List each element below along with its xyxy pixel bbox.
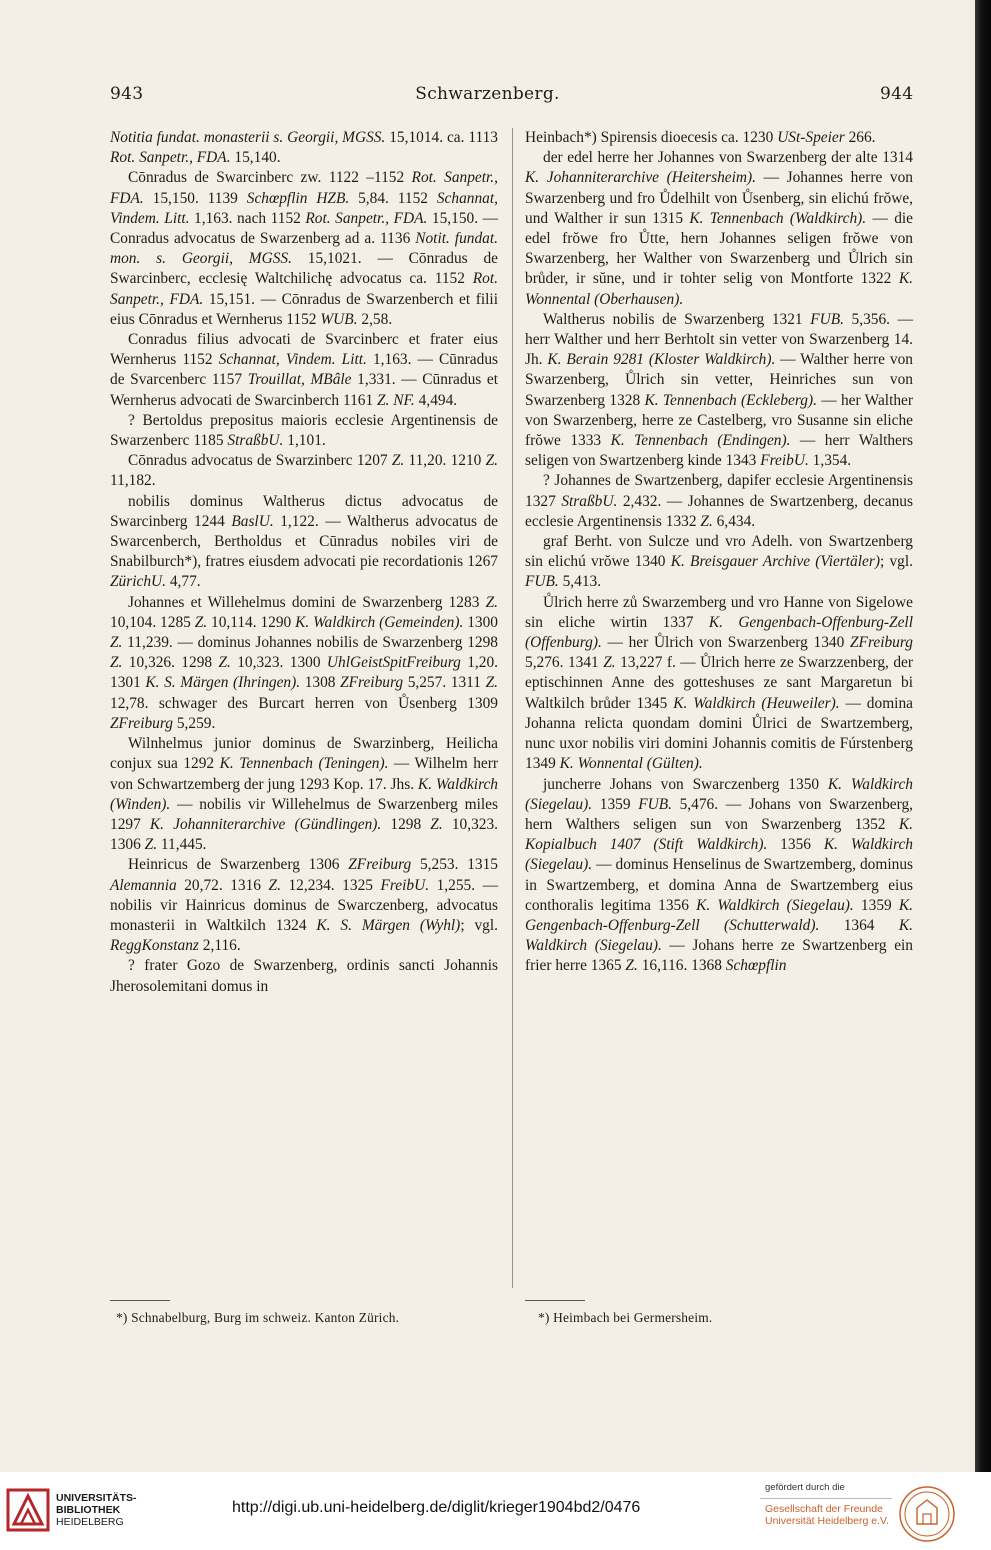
- digitization-footer: [0, 1472, 991, 1550]
- footnote-left: *) Schnabelburg, Burg im schweiz. Kanton Zürich.: [116, 1310, 400, 1325]
- society-name-line-1: Gesellschaft der Freunde: [765, 1503, 883, 1515]
- left-column-paragraph: ? frater Gozo de Swarzenberg, ordinis sancti Johannis Jherosolemitani domus in: [110, 957, 498, 995]
- left-column-paragraph: Wilnhelmus junior dominus de Swarzinberg, Heilicha conjux sua 1292 K. Tennenbach (Teningen). — Wilhelm herr von Schwartzemberg der jung 1293 Kop. 17. Jhs. K. Waldkirch (Winden). — nobilis vir Willehelmus de Swarzenberg miles 1297 K. Johanniterarchive (Gündlingen). 1298 Z. 10,323. 1306 Z. 11,445.: [110, 735, 499, 854]
- funded-by-divider: [760, 1498, 892, 1499]
- society-seal-logo-icon: [897, 1484, 957, 1544]
- page-number-left: 943: [110, 84, 144, 104]
- library-name-line-3: HEIDELBERG: [56, 1516, 124, 1528]
- university-library-name: [56, 1492, 137, 1528]
- left-column-paragraph: Cōnradus de Swarcinberc zw. 1122 –1152 Rot. Sanpetr., FDA. 15,150. 1139 Schœpflin HZB. 5,84. 1152 Schannat, Vindem. Litt. 1,163. nach 1152 Rot. Sanpetr., FDA. 15,150. — Conradus advocatus de Swarzenberg ad a. 1136 Notit. fundat. mon. s. Georgii, MGSS. 15,1021. — Cōnradus de Swarcinberc, ecclesię Waltchilichę advocatus ca. 1152 Rot. Sanpetr., FDA. 15,151. — Cōnradus de Swarzenberch et filii eius Cōnradus et Wernherus 1152 WUB. 2,58.: [110, 169, 499, 328]
- left-column-paragraph: Notitia fundat. monasterii s. Georgii, MGSS. 15,1014. ca. 1113 Rot. Sanpetr., FDA. 15,140.: [110, 129, 498, 167]
- left-column-paragraph: nobilis dominus Waltherus dictus advocatus de Swarcinberg 1244 BaslU. 1,122. — Waltherus advocatus de Swarcenberch, Bertholdus et Cūnradus nobiles viri de Snabilburch*), fratres eiusdem advocati pie recordationis 1267 ZürichU. 4,77.: [110, 492, 498, 591]
- left-column-paragraph: Conradus filius advocati de Svarcinberc et frater eius Wernherus 1152 Schannat, Vindem. Litt. 1,163. — Cūnradus de Svarcenberc 1157 Trouillat, MBâle 1,331. — Cūnradus et Wernherus advocati de Swarcinberch 1161 Z. NF. 4,494.: [110, 331, 499, 409]
- right-column-paragraph: Heinbach*) Spirensis dioecesis ca. 1230 USt-Speier 266.: [525, 129, 876, 146]
- library-name-line-2: BIBLIOTHEK: [56, 1504, 121, 1516]
- right-column-paragraph: Ůlrich herre zů Swarzemberg und vro Hanne von Sigelowe sin eliche wirtin 1337 K. Gengenbach-Offenburg-Zell (Offenburg). — her Ůlrich von Swarzenberg 1340 ZFreiburg 5,276. 1341 Z. 13,227 f. — Ůlrich herre ze Swarzzenberg, der eptischinnen Anne des gotteshuses ze sant Margaretun bi Waltkilch brůder 1345 K. Waldkirch (Heuweiler). — domina Johanna relicta quondam domini Ůlrici de Swartzemberg, nunc uxor nobilis viri domini Johannis comitis de Fúrstenberg 1349 K. Wonnental (Gülten).: [525, 593, 913, 773]
- funded-by-label: gefördert durch die: [765, 1482, 845, 1493]
- library-name-line-1: UNIVERSITÄTS-: [56, 1492, 137, 1504]
- society-name-line-2: Universität Heidelberg e.V.: [765, 1515, 889, 1527]
- left-column-paragraph: Heinricus de Swarzenberg 1306 ZFreiburg 5,253. 1315 Alemannia 20,72. 1316 Z. 12,234. 1325 FreibU. 1,255. — nobilis vir Hainricus dominus de Swarczenberg, advocatus monasterii in Waltkilch 1324 K. S. Märgen (Wyhl); vgl. ReggKonstanz 2,116.: [110, 856, 499, 955]
- right-column-paragraph: Waltherus nobilis de Swarzenberg 1321 FUB. 5,356. — herr Walther und herr Berhtolt sin vetter von Swarzenberg 14. Jh. K. Berain 9281 (Kloster Waldkirch). — Walther herre von Swarzenberg, Ůlrich sin vetter, Heinriches sun von Swarzenberg 1328 K. Tennenbach (Eckleberg). — her Walther von Swarzenberg, herre ze Castelberg, vro Susanne sin eliche frŏwe 1333 K. Tennenbach (Endingen). — herr Walthers seligen von Swartzenberg kinde 1343 FreibU. 1,354.: [525, 310, 914, 470]
- right-column-paragraph: juncherre Johans von Swarczenberg 1350 K. Waldkirch (Siegelau). 1359 FUB. 5,476. — Johans von Swarzenberg, hern Walthers seligen sun von Swarzenberg 1352 K. Kopialbuch 1407 (Stift Waldkirch). 1356 K. Waldkirch (Siegelau). — dominus Henselinus de Swartzemberg, dominus in Swartzemberg, et domina Anna de Swartzemberg eius conthoralis legitima 1356 K. Waldkirch (Siegelau). 1359 K. Gengenbach-Offenburg-Zell (Schutterwald). 1364 K. Waldkirch (Siegelau). — Johans herre ze Swartzenberg ein frier herre 1365 Z. 16,116. 1368 Schœpflin: [525, 775, 913, 975]
- right-text-column: [525, 128, 913, 977]
- permalink-url[interactable]: http://digi.ub.uni-heidelberg.de/diglit/krieger1904bd2/0476: [232, 1499, 641, 1516]
- left-column-paragraph: Cōnradus advocatus de Swarzinberc 1207 Z. 11,20. 1210 Z. 11,182.: [110, 452, 498, 490]
- footnote-rule-right: [525, 1300, 585, 1301]
- running-head-title: Schwarzenberg.: [415, 84, 560, 104]
- column-divider: [512, 128, 513, 1288]
- right-column-paragraph: der edel herre her Johannes von Swarzenberg der alte 1314 K. Johanniterarchive (Heitersheim). — Johannes herre von Swarzenberg und fro Ůdelhilt von Ůsenberg, sin elichú frŏwe, und Walther ir sun 1315 K. Tennenbach (Waldkirch). — die edel frŏwe fro Ůtte, hern Johannes seligen frŏwe von Swarzenberg, her Walther von Swarzenberg und Ůlrich sin brůder, ir sŭne, und ir tohter selig von Montforte 1322 K. Wonnental (Oberhausen).: [525, 149, 914, 308]
- page-number-right: 944: [880, 84, 914, 104]
- right-column-paragraph: graf Berht. von Sulcze und vro Adelh. von Swartzenberg sin elichú vrŏwe 1340 K. Breisgauer Archive (Viertäler); vgl. FUB. 5,413.: [525, 533, 913, 591]
- footnote-rule-left: [110, 1300, 170, 1301]
- left-text-column: [110, 128, 498, 997]
- university-library-logo-icon: [6, 1488, 50, 1532]
- right-column-paragraph: ? Johannes de Swartzenberg, dapifer ecclesie Argentinensis 1327 StraßbU. 2,432. — Johannes de Swartzenberg, decanus ecclesie Argentinensis 1332 Z. 6,434.: [525, 472, 913, 530]
- society-name: [765, 1503, 889, 1527]
- left-column-paragraph: Johannes et Willehelmus domini de Swarzenberg 1283 Z. 10,104. 1285 Z. 10,114. 1290 K. Waldkirch (Gemeinden). 1300 Z. 11,239. — dominus Johannes nobilis de Swarzenberg 1298 Z. 10,326. 1298 Z. 10,323. 1300 UhlGeistSpitFreiburg 1,20. 1301 K. S. Märgen (Ihringen). 1308 ZFreiburg 5,257. 1311 Z. 12,78. schwager des Burcart herren von Ůsenberg 1309 ZFreiburg 5,259.: [110, 593, 498, 732]
- scan-dark-edge: [975, 0, 991, 1472]
- left-column-paragraph: ? Bertoldus prepositus maioris ecclesie Argentinensis de Swarzenberc 1185 StraßbU. 1,101.: [110, 411, 498, 450]
- footnote-right: *) Heimbach bei Germersheim.: [538, 1310, 713, 1325]
